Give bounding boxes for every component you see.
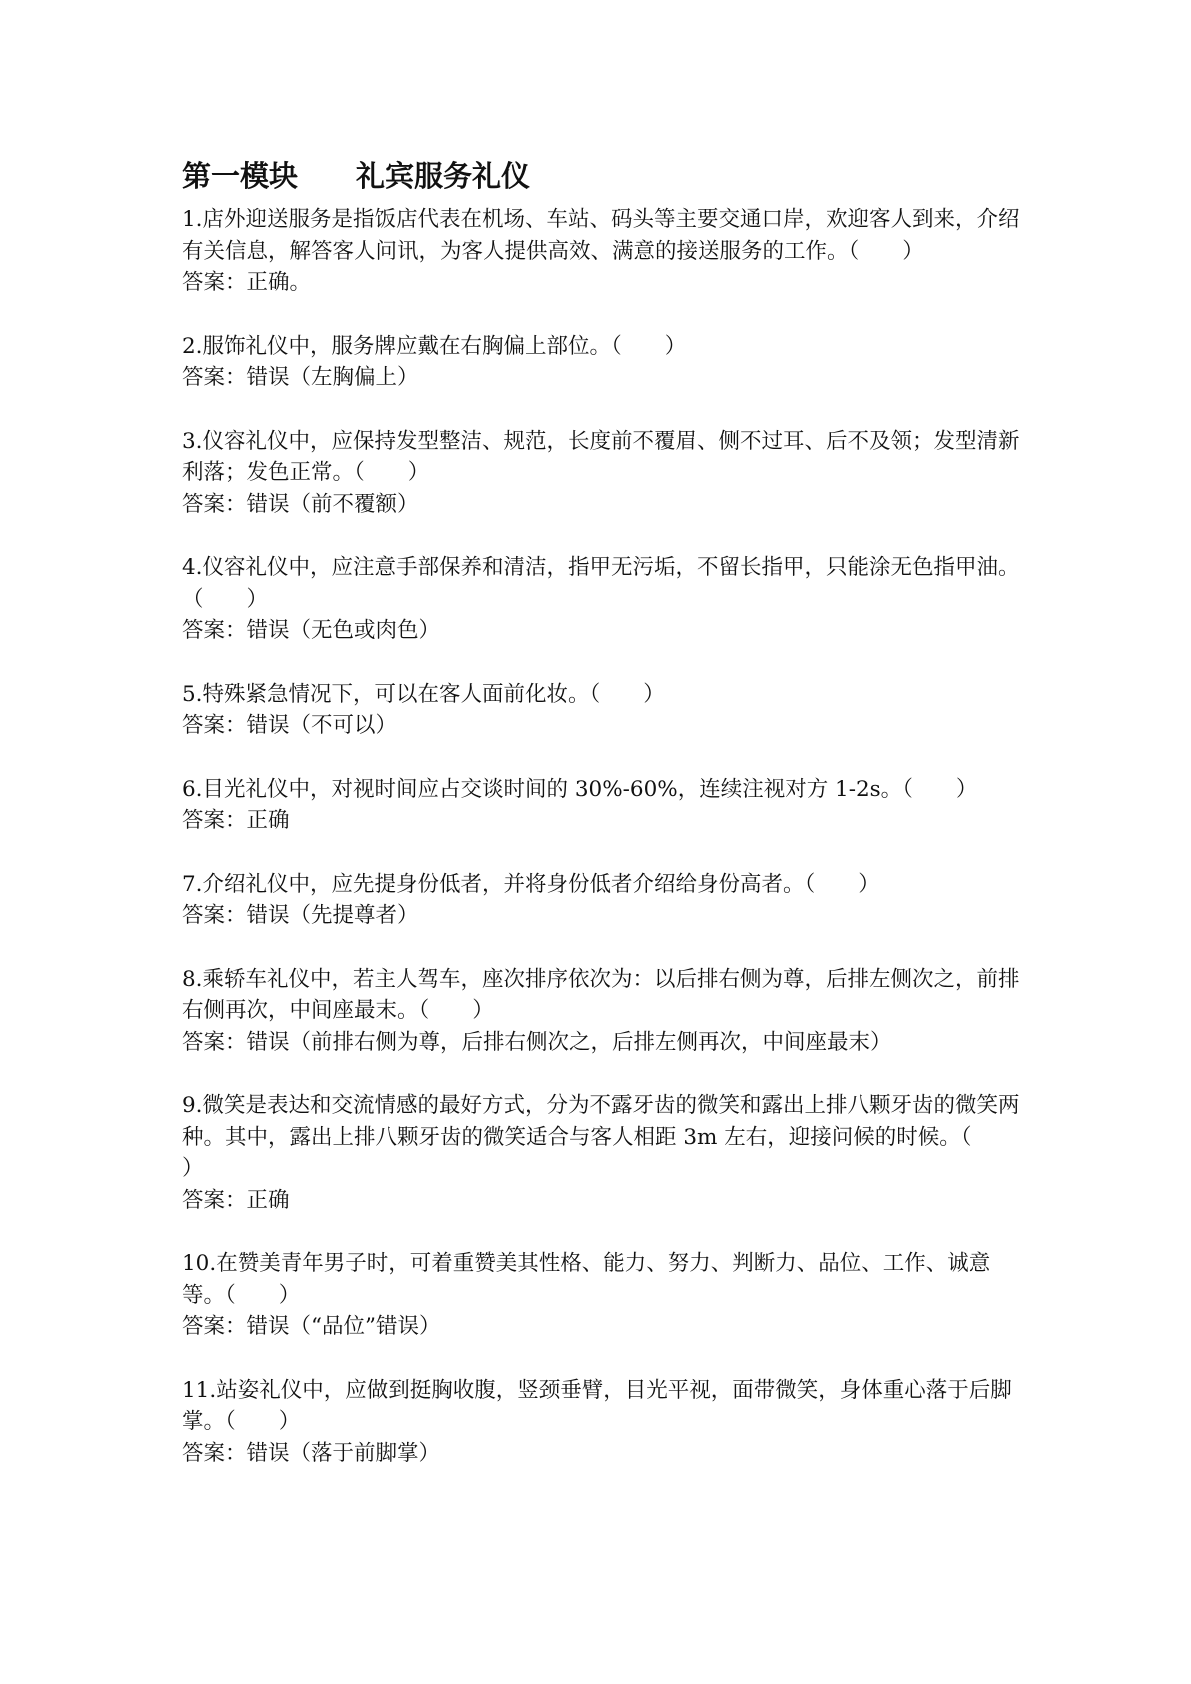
answer-text: 答案：错误（无色或肉色） (182, 618, 441, 643)
question-text: 3.仪容礼仪中，应保持发型整洁、规范，长度前不覆眉、侧不过耳、后不及领；发型清新利落；发色正常。（ ） (182, 428, 1020, 485)
answer-text: 答案：错误（前不覆额） (182, 491, 419, 517)
question-item-8 (182, 964, 1022, 1059)
question-item-2 (182, 331, 1022, 394)
question-item-7 (182, 869, 1022, 932)
question-item-11 (182, 1375, 1022, 1470)
answer-text: 答案：错误（前排右侧为尊，后排右侧次之，后排左侧再次，中间座最末） (182, 1029, 892, 1055)
question-text: 7.介绍礼仪中，应先提身份低者，并将身份低者介绍给身份高者。（ ） (182, 871, 880, 897)
question-text: 6.目光礼仪中，对视时间应占交谈时间的 30%-60%，连续注视对方 1-2s。（ ） (182, 776, 978, 802)
answer-text: 答案：错误（落于前脚掌） (182, 1440, 441, 1466)
question-text: 1.店外迎送服务是指饭店代表在机场、车站、码头等主要交通口岸，欢迎客人到来，介绍有关信息，解答客人问讯，为客人提供高效、满意的接送服务的工作。（ ） (182, 207, 1020, 264)
module-title: 第一模块 礼宾服务礼仪 (182, 159, 531, 193)
question-item-3 (182, 426, 1022, 521)
question-item-9 (182, 1090, 1022, 1216)
answer-text: 答案：正确。 (182, 270, 312, 295)
question-text: 11.站姿礼仪中，应做到挺胸收腹，竖颈垂臂，目光平视，面带微笑，身体重心落于后脚掌。（ ） (182, 1377, 1012, 1434)
question-text: 4.仪容礼仪中，应注意手部保养和清洁，指甲无污垢，不留长指甲，只能涂无色指甲油。（ ） (182, 555, 1020, 612)
question-item-4 (182, 552, 1022, 647)
question-text: 8.乘轿车礼仪中，若主人驾车，座次排序依次为：以后排右侧为尊，后排左侧次之，前排右侧再次，中间座最末。（ ） (182, 966, 1020, 1023)
question-item-1 (182, 204, 1022, 299)
answer-text: 答案：错误（左胸偏上） (182, 365, 419, 390)
question-item-5 (182, 679, 1022, 742)
question-text: 9.微笑是表达和交流情感的最好方式，分为不露牙齿的微笑和露出上排八颗牙齿的微笑两种。其中，露出上排八颗牙齿的微笑适合与客人相距 3m 左右，迎接问候的时候。（ ） (182, 1093, 1020, 1181)
question-text: 5.特殊紧急情况下，可以在客人面前化妆。（ ） (182, 681, 665, 707)
answer-text: 答案：正确 (182, 808, 290, 833)
answer-text: 答案：错误（先提尊者） (182, 903, 419, 928)
answer-text: 答案：错误（不可以） (182, 713, 398, 738)
question-item-6 (182, 774, 1022, 837)
answer-text: 答案：正确 (182, 1187, 290, 1213)
question-item-10 (182, 1248, 1022, 1343)
answer-text: 答案：错误（“品位”错误） (182, 1314, 441, 1339)
document-content (182, 154, 1022, 1501)
question-text: 10.在赞美青年男子时，可着重赞美其性格、能力、努力、判断力、品位、工作、诚意等。（ ） (182, 1251, 991, 1308)
question-text: 2.服饰礼仪中，服务牌应戴在右胸偏上部位。（ ） (182, 333, 687, 359)
